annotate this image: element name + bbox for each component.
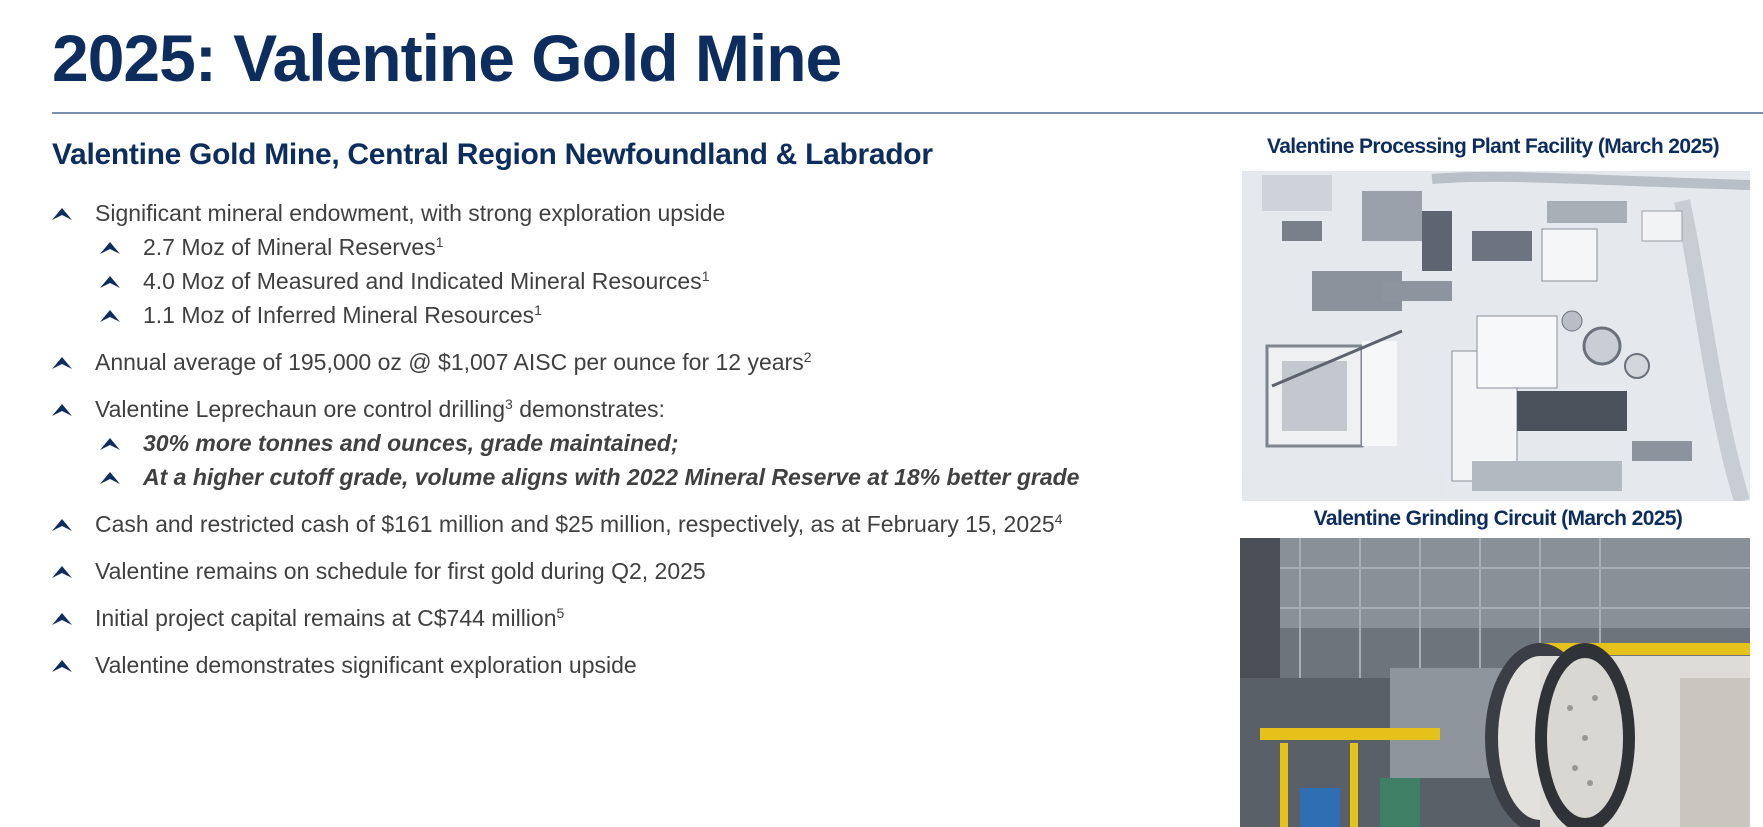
sub-bullet-measured-indicated: 4.0 Moz of Measured and Indicated Mineral Resources$^1$: [52, 264, 1182, 298]
footnote-ref: 5: [556, 605, 565, 621]
bullet-list: [52, 196, 1182, 682]
sub-bullet-inferred: 1.1 Moz of Inferred Mineral Resources$^1$: [52, 298, 1182, 332]
bullet-schedule: Valentine remains on schedule for first gold during Q2, 2025: [52, 554, 1182, 588]
bullet-arrow-icon: [100, 472, 120, 484]
bullet-arrow-icon: [52, 613, 72, 625]
bullet-arrow-icon: [52, 660, 72, 672]
bullet-arrow-icon: [100, 310, 120, 322]
sub-bullet-reserves: 2.7 Moz of Mineral Reserves$^1$: [52, 230, 1182, 264]
bullet-exploration: Valentine demonstrates significant exploration upside: [52, 648, 1182, 682]
section-subtitle: Valentine Gold Mine, Central Region Newfoundland & Labrador: [52, 138, 933, 171]
footnote-ref: 4: [1054, 511, 1063, 527]
bullet-cash: Cash and restricted cash of $161 million and $25 million, respectively, as at February 15, 2025$^4$: [52, 507, 1182, 541]
bullet-arrow-icon: [52, 566, 72, 578]
sub-bullet-more-tonnes: 30% more tonnes and ounces, grade maintained;: [52, 426, 1182, 460]
grinding-circuit-photo: [1240, 538, 1750, 827]
photo-caption-grinding-circuit: Valentine Grinding Circuit (March 2025): [1313, 507, 1683, 530]
processing-plant-photo: [1242, 171, 1750, 501]
footnote-ref: 1: [701, 268, 710, 284]
footnote-ref: 2: [803, 349, 812, 365]
page-title: 2025: Valentine Gold Mine: [52, 21, 842, 95]
bullet-arrow-icon: [100, 276, 120, 288]
bullet-annual-average: Annual average of 195,000 oz @ $1,007 AISC per ounce for 12 years$^2$: [52, 345, 1182, 379]
bullet-arrow-icon: [100, 438, 120, 450]
title-divider: [52, 112, 1763, 114]
footnote-ref: 3: [505, 396, 513, 412]
footnote-ref: 1: [435, 234, 444, 250]
bullet-arrow-icon: [52, 208, 72, 220]
bullet-arrow-icon: [100, 242, 120, 254]
photo-caption-processing-plant: Valentine Processing Plant Facility (March 2025): [1266, 135, 1720, 158]
bullet-mineral-endowment: Significant mineral endowment, with strong exploration upside: [52, 196, 1182, 230]
footnote-ref: 1: [534, 302, 542, 318]
bullet-leprechaun-drilling: Valentine Leprechaun ore control drilling$^3$ demonstrates:: [52, 392, 1182, 426]
bullet-arrow-icon: [52, 519, 72, 531]
sub-bullet-higher-cutoff: At a higher cutoff grade, volume aligns with 2022 Mineral Reserve at 18% better grade: [52, 460, 1182, 494]
bullet-arrow-icon: [52, 404, 72, 416]
bullet-capital: Initial project capital remains at C$744 million$^5$: [52, 601, 1182, 635]
bullet-arrow-icon: [52, 357, 72, 369]
